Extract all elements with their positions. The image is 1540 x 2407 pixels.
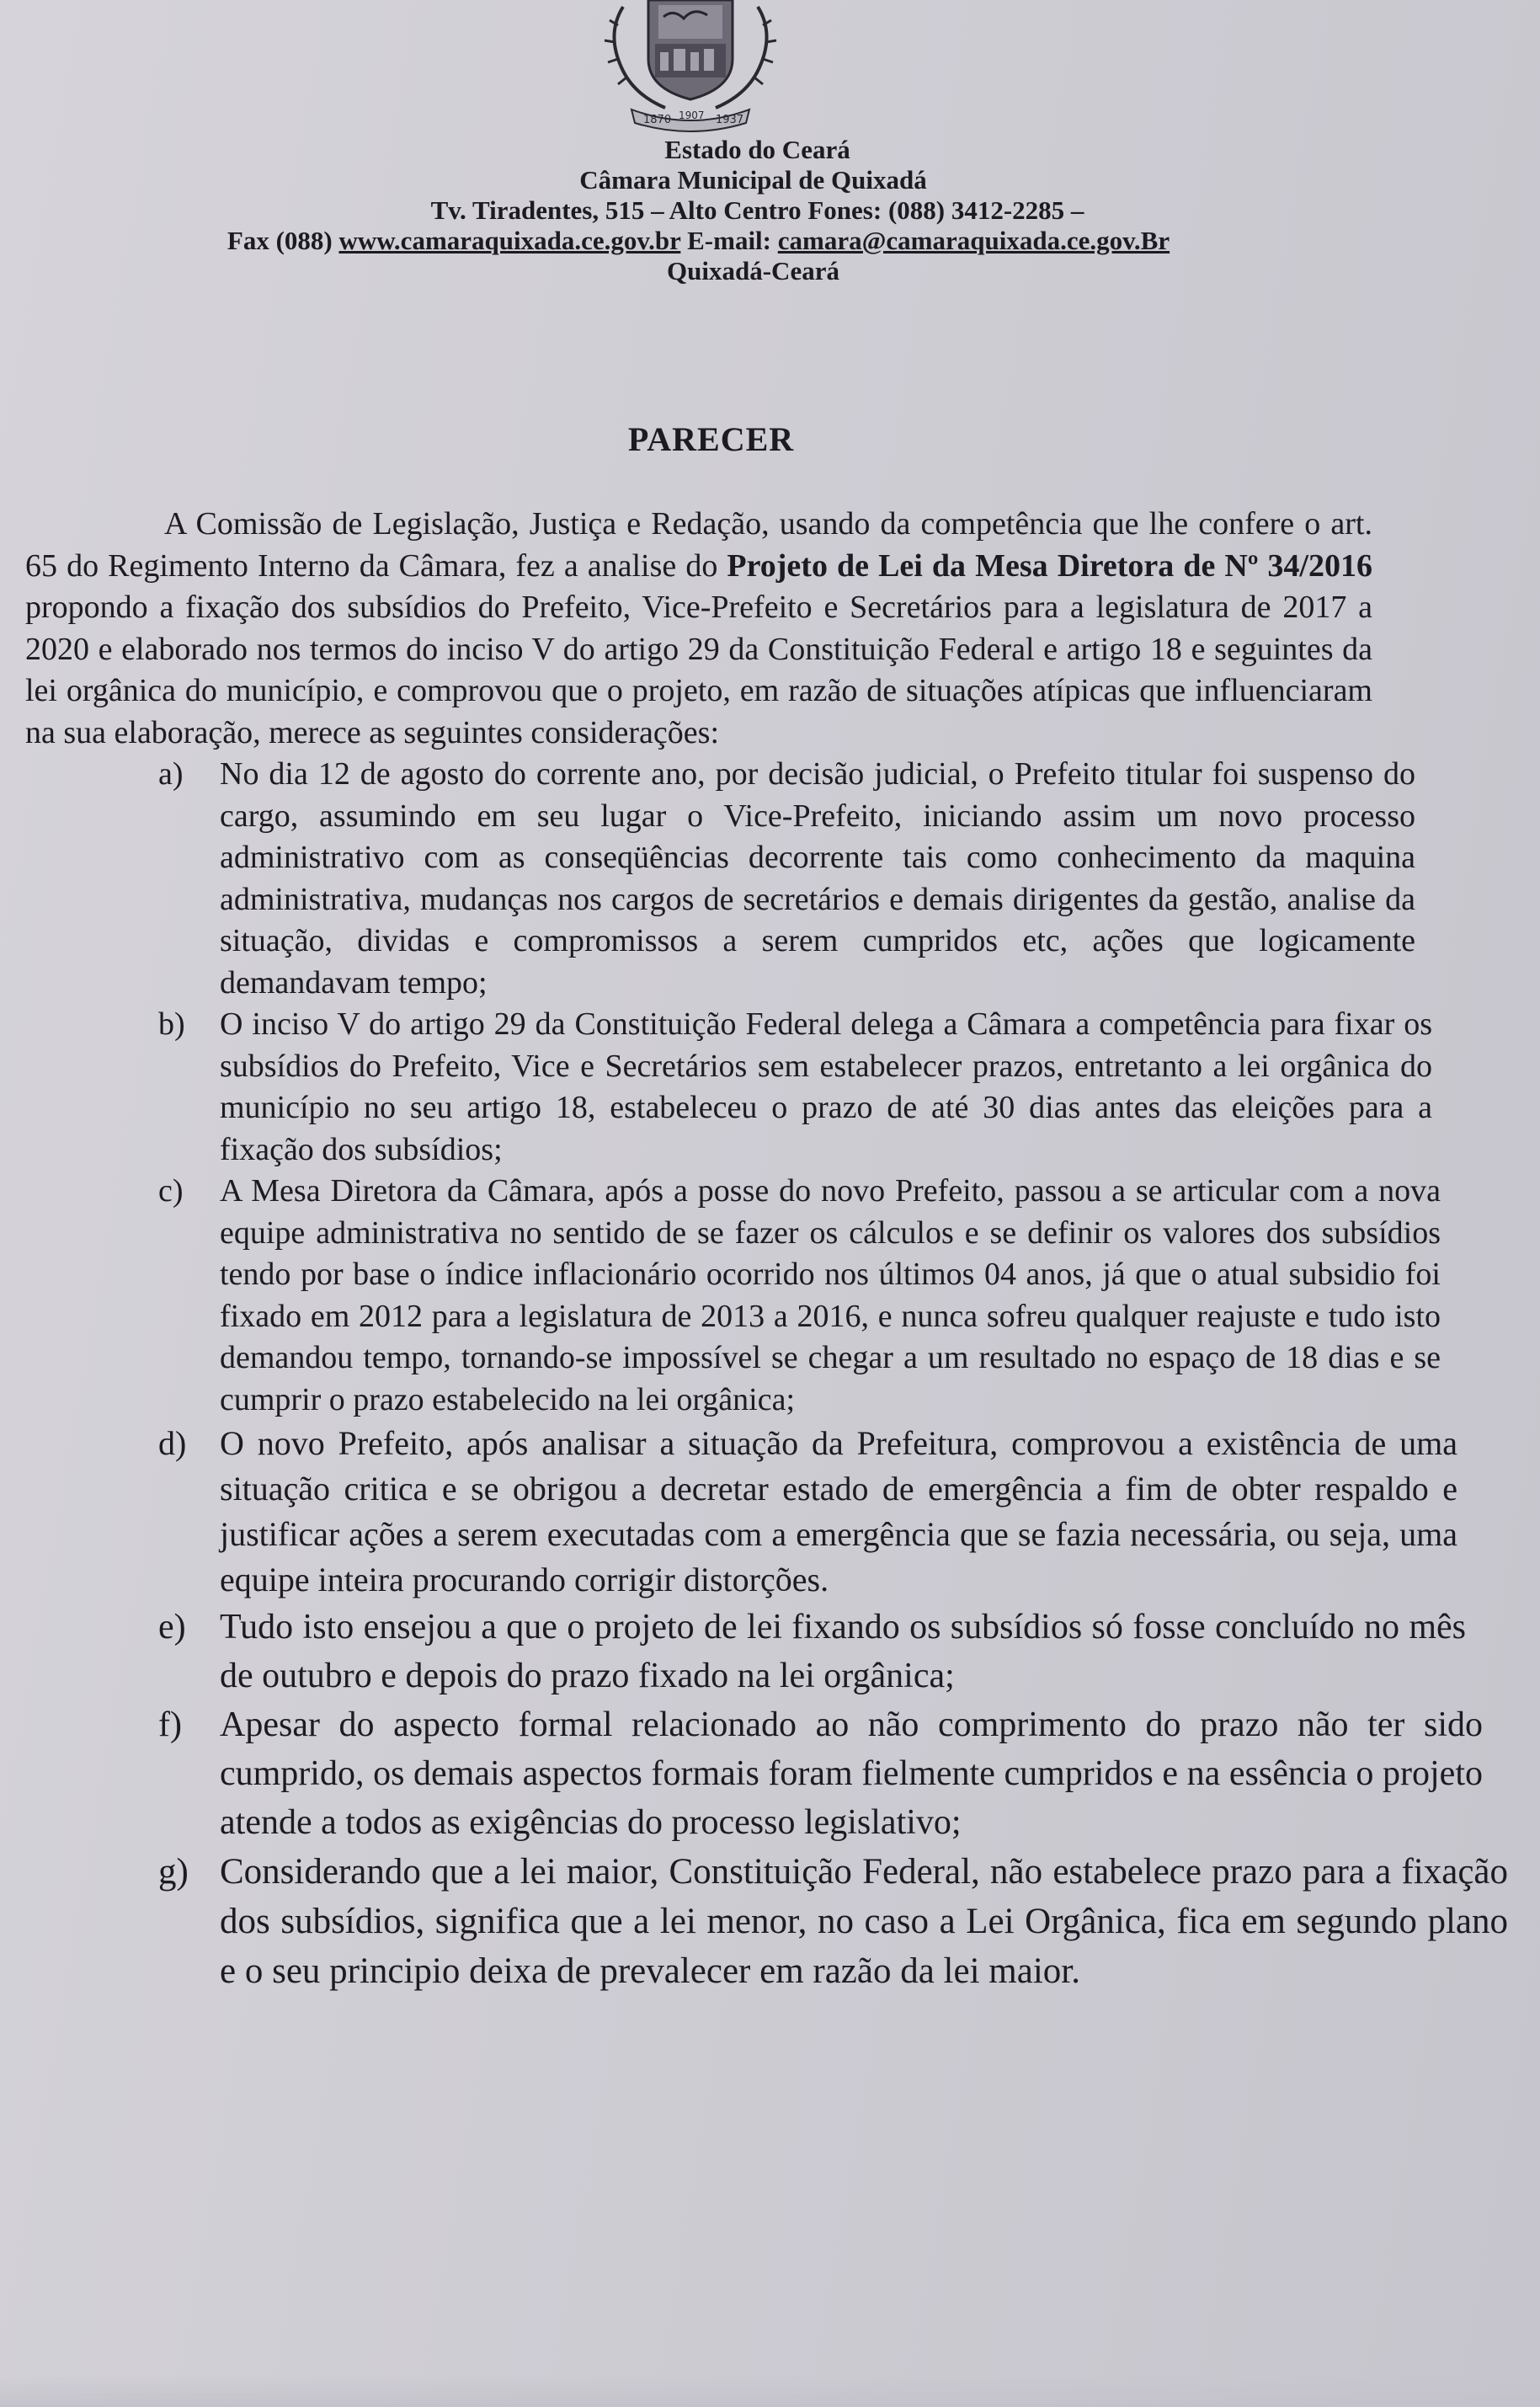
list-item-text: A Mesa Diretora da Câmara, após a posse do novo Prefeito, passou a se articular com a nova equipe administrativa no sentido de se fazer os cálculos e se definir os valores dos subsídios tendo por base o índice inflacionário ocorrido nos últimos 04 anos, já que o atual subsidio foi fixado em 2012 para a legislatura de 2013 a 2016, e nunca sofreu qualquer reajuste e tudo isto demandou tempo, tornando-se impossível se chegar a um resultado no espaço de 18 dias e se cumprir o prazo estabelecido na lei orgânica; [220, 1173, 1441, 1417]
list-item [25, 1603, 1466, 1700]
letterhead-contact [0, 226, 1540, 256]
list-item-label: f) [158, 1705, 182, 1744]
intro-bill-reference: Projeto de Lei da Mesa Diretora de Nº 34/2016 [727, 547, 1372, 584]
letterhead-address: Tv. Tiradentes, 515 – Alto Centro Fones: (088) 3412-2285 – [430, 195, 1084, 225]
list-item-label: e) [158, 1608, 186, 1646]
list-item-text: O inciso V do artigo 29 da Constituição Federal delega a Câmara a competência para fixar os subsídios do Prefeito, Vice e Secretários sem estabelecer prazos, entretanto a lei orgânica do município no seu artigo 18, estabeleceu o prazo de até 30 dias antes das eleições para a fixação dos subsídios; [220, 1006, 1432, 1167]
list-item [25, 1421, 1457, 1603]
letterhead-fax: Fax (088) [226, 226, 333, 255]
list-item-label: b) [158, 1006, 185, 1042]
crest-year-2: 1907 [679, 109, 705, 121]
list-item-text: O novo Prefeito, após analisar a situação da Prefeitura, comprovou a existência de uma situação critica e se obrigou a decretar estado de emergência a fim de obter respaldo e justificar ações a serem executadas com a emergência que se fazia necessária, ou seja, uma equipe inteira procurando corrigir distorções. [220, 1424, 1457, 1598]
document-body [25, 504, 1508, 1996]
list-item-label: d) [158, 1424, 187, 1462]
letterhead-city: Quixadá-Ceará [667, 256, 839, 286]
letterhead-chamber: Câmara Municipal de Quixadá [579, 165, 927, 195]
list-item-text: Tudo isto ensejou a que o projeto de lei fixando os subsídios só fosse concluído no mês de outubro e depois do prazo fixado na lei orgânica; [220, 1608, 1466, 1695]
list-item-label: a) [158, 756, 184, 792]
crest-year-3: 1937 [716, 114, 744, 126]
list-item [25, 1171, 1441, 1421]
list-item-text: No dia 12 de agosto do corrente ano, por decisão judicial, o Prefeito titular foi suspenso do cargo, assumindo em seu lugar o Vice-Prefeito, iniciando assim um novo processo administrativo com as conseqüências decorrente tais como conhecimento da maquina administrativa, mudanças nos cargos de secretários e demais dirigentes da gestão, analise da situação, dividas e compromissos a serem cumpridos etc, ações que logicamente demandavam tempo; [220, 756, 1415, 1001]
list-item [25, 1004, 1432, 1171]
list-item [25, 1847, 1508, 1996]
letterhead-state: Estado do Ceará [664, 135, 850, 164]
municipal-coat-of-arms [589, 0, 791, 135]
intro-text-2: propondo a fixação dos subsídios do Prefeito, Vice-Prefeito e Secretários para a legislatura de 2017 a 2020 e elaborado nos termos do inciso V do artigo 29 da Constituição Federal e artigo 18 e seguintes da lei orgânica do município, e comprovou que o projeto, em razão de situações atípicas que influenciaram na sua elaboração, merece as seguintes considerações: [25, 590, 1372, 750]
list-item [25, 1700, 1483, 1847]
intro-text-1: A Comissão de Legislação, Justiça e Redação, usando da competência que lhe confere o art. 65 do Regimento Interno da Câmara, fez a analise do [25, 506, 1372, 584]
letterhead [0, 135, 1540, 286]
list-item-label: g) [158, 1852, 189, 1892]
list-item [25, 754, 1415, 1004]
intro-paragraph [25, 504, 1372, 754]
list-item-label: c) [158, 1173, 184, 1209]
list-item-text: Apesar do aspecto formal relacionado ao não comprimento do prazo não ter sido cumprido, os demais aspectos formais foram fielmente cumpridos e na essência o projeto atende a todos as exigências do processo legislativo; [220, 1705, 1483, 1842]
website-link[interactable]: www.camaraquixada.ce.gov.br [338, 226, 681, 255]
page-bottom-edge [0, 2375, 1540, 2407]
considerations-list [25, 754, 1508, 1996]
letterhead-email-label: E-mail: [687, 226, 771, 255]
list-item-text: Considerando que a lei maior, Constituição Federal, não estabelece prazo para a fixação dos subsídios, significa que a lei menor, no caso a Lei Orgânica, fica em segundo plano e o seu principio deixa de prevalecer em razão da lei maior. [220, 1852, 1508, 1991]
email-link[interactable]: camara@camaraquixada.ce.gov.Br [777, 226, 1170, 255]
document-title: PARECER [627, 420, 795, 458]
crest-year-1: 1870 [643, 114, 672, 126]
